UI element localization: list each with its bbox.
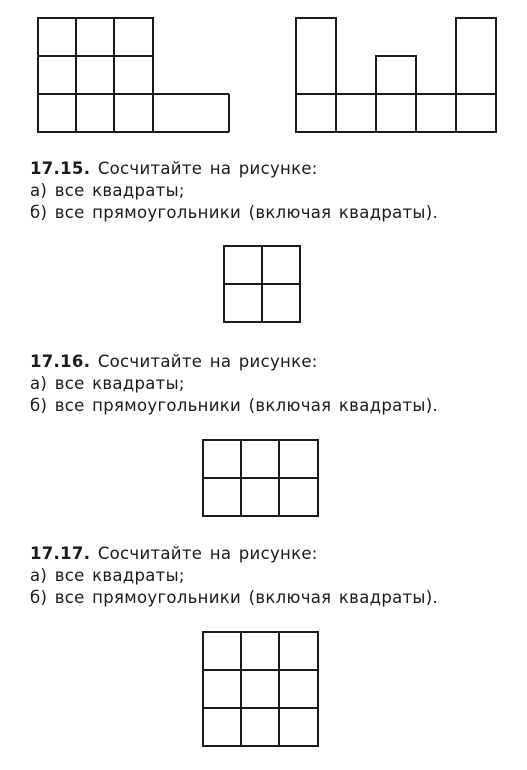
item-b: б) все прямоугольники (включая квадраты). <box>30 203 439 222</box>
left-staircase-figure <box>38 18 229 132</box>
problem-17-16 <box>30 351 438 417</box>
problem-17-15 <box>30 158 438 224</box>
item-b: б) все прямоугольники (включая квадраты). <box>30 396 439 415</box>
item-b: б) все прямоугольники (включая квадраты). <box>30 588 439 607</box>
item-a: а) все квадраты; <box>30 181 185 200</box>
item-a: а) все квадраты; <box>30 374 185 393</box>
problem-number: 17.15. <box>30 159 91 178</box>
problem-17-17 <box>30 543 438 609</box>
top-figures <box>0 0 527 150</box>
item-a: а) все квадраты; <box>30 566 185 585</box>
problem-prompt: Сосчитайте на рисунке: <box>97 352 318 371</box>
problem-number: 17.17. <box>30 544 91 563</box>
problem-prompt: Сосчитайте на рисунке: <box>97 159 318 178</box>
problem-prompt: Сосчитайте на рисунке: <box>97 544 318 563</box>
problem-number: 17.16. <box>30 352 91 371</box>
right-towers-figure <box>296 18 496 132</box>
